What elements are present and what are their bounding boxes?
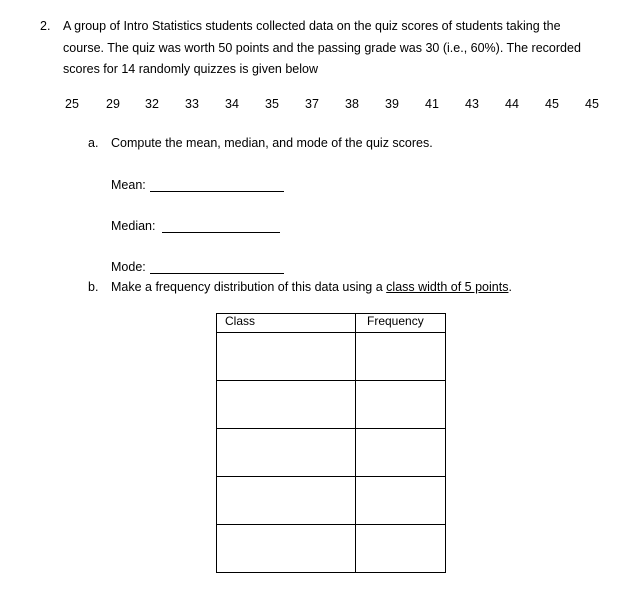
score-value: 29 (106, 97, 120, 111)
frequency-cell[interactable] (356, 525, 446, 573)
mean-answer-blank[interactable] (150, 191, 284, 192)
part-b-text-underlined: class width of 5 points (386, 280, 509, 294)
frequency-cell[interactable] (356, 381, 446, 429)
frequency-cell[interactable] (356, 333, 446, 381)
question-text-line-2: course. The quiz was worth 50 points and the passing grade was 30 (i.e., 60%). The recorded (63, 41, 581, 55)
frequency-cell[interactable] (356, 429, 446, 477)
question-text-line-1: A group of Intro Statistics students collected data on the quiz scores of students taking the (63, 19, 561, 33)
part-b-text-suffix: . (508, 280, 512, 294)
score-value: 43 (465, 97, 479, 111)
question-number: 2. (40, 19, 51, 33)
score-value: 41 (425, 97, 439, 111)
score-value: 45 (545, 97, 559, 111)
part-b-text-prefix: Make a frequency distribution of this data using a (111, 280, 387, 294)
score-value: 33 (185, 97, 199, 111)
question-text-line-3: scores for 14 randomly quizzes is given below (63, 62, 318, 76)
score-list (63, 97, 608, 115)
part-a-text: Compute the mean, median, and mode of the quiz scores. (111, 136, 433, 150)
class-column-header: Class (217, 314, 356, 333)
score-value: 39 (385, 97, 399, 111)
score-value: 38 (345, 97, 359, 111)
frequency-cell[interactable] (356, 477, 446, 525)
score-value: 25 (65, 97, 79, 111)
mode-answer-blank[interactable] (150, 273, 284, 274)
frequency-table (216, 313, 446, 573)
score-value: 37 (305, 97, 319, 111)
part-b-label: b. (88, 280, 99, 294)
score-value: 45 (585, 97, 599, 111)
part-a-label: a. (88, 136, 99, 150)
class-cell[interactable] (217, 429, 356, 477)
mode-label: Mode: (111, 260, 146, 274)
table-row (217, 477, 446, 525)
score-value: 32 (145, 97, 159, 111)
table-row (217, 429, 446, 477)
score-value: 44 (505, 97, 519, 111)
class-cell[interactable] (217, 333, 356, 381)
score-value: 35 (265, 97, 279, 111)
table-row (217, 381, 446, 429)
table-row (217, 333, 446, 381)
score-value: 34 (225, 97, 239, 111)
part-b-text (111, 280, 512, 294)
table-row (217, 525, 446, 573)
table-header-row (217, 314, 446, 333)
class-cell[interactable] (217, 381, 356, 429)
class-cell[interactable] (217, 477, 356, 525)
median-answer-blank[interactable] (162, 232, 280, 233)
class-cell[interactable] (217, 525, 356, 573)
frequency-column-header: Frequency (356, 314, 446, 333)
mean-label: Mean: (111, 178, 146, 192)
median-label: Median: (111, 219, 156, 233)
